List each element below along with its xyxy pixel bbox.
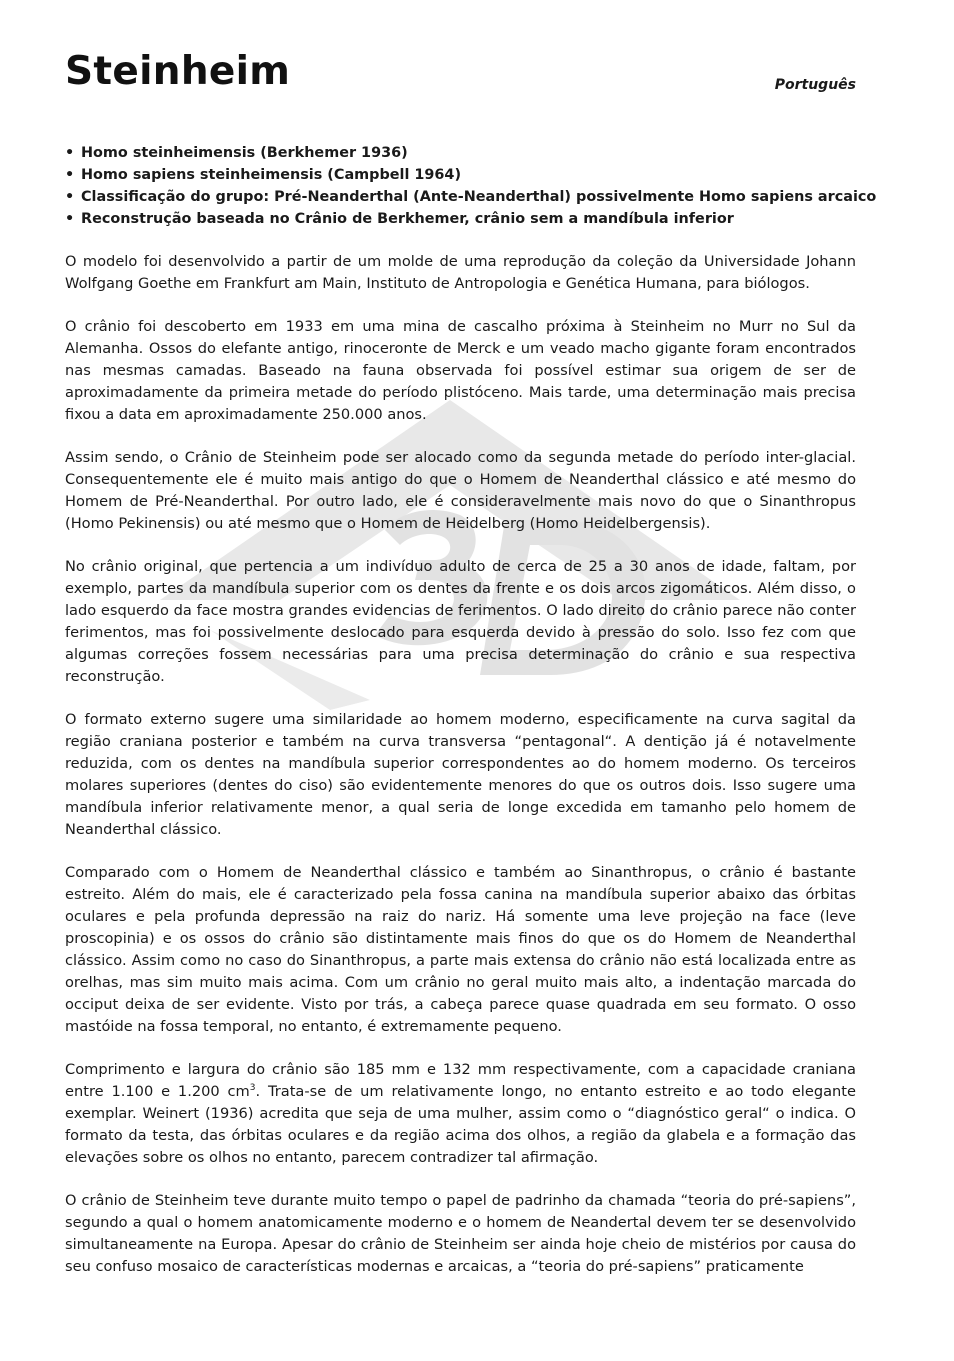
paragraph-external-shape: O formato externo sugere uma similaridade ao homem moderno, especificamente na curva sagital da região craniana posterior e também na curva transversa “pentagonal“. A dentição já é notavelmente reduzida, com os dentes na mandíbula superior correspondentes ao do homem moderno. Os terceiros molares superiores (dentes do ciso) são evidentemente menores do que os outros dois. Isso sugere uma mandíbula inferior relativamente menor, a qual seria de longe excedida em tamanho pelo homem de Neanderthal clássico.	[65, 711, 856, 838]
paragraph-dimensions	[65, 1059, 856, 1169]
paragraph-presapiens-theory: O crânio de Steinheim teve durante muito tempo o papel de padrinho da chamada “teoria do pré-sapiens”, segundo a qual o homem anatomicamente moderno e o homem de Neandertal devem ter se desenvolvido simultaneamente na Europa. Apesar do crânio de Steinheim ser ainda hoje cheio de mistérios por causa do seu confuso mosaico de características modernas e arcaicas, a “teoria do pré-sapiens” praticamente	[65, 1192, 856, 1275]
paragraph-original-skull: No crânio original, que pertencia a um indivíduo adulto de cerca de 25 a 30 anos de idade, faltam, por exemplo, partes da mandíbula superior com os dentes da frente e os dois arcos zigomáticos. Além disso, o lado esquerdo da face mostra grandes evidencias de ferimentos. O lado direito do crânio parece não conter ferimentos, mas foi possivelmente deslocado para esquerda devido à pressão do solo. Isso fez com que algumas correções fossem necessárias para uma precisa determinação do crânio e sua respectiva reconstrução.	[65, 558, 856, 685]
list-item	[65, 164, 856, 186]
list-item-text: Reconstrução baseada no Crânio de Berkhemer, crânio sem a mandíbula inferior	[81, 211, 734, 227]
list-item	[65, 208, 856, 230]
paragraph-model-origin: O modelo foi desenvolvido a partir de um molde de uma reprodução da coleção da Universidade Johann Wolfgang Goethe em Frankfurt am Main, Instituto de Antropologia e Genética Humana, para biólogos.	[65, 253, 856, 292]
list-item	[65, 186, 877, 208]
paragraph-discovery: O crânio foi descoberto em 1933 em uma mina de cascalho próxima à Steinheim no Murr no Sul da Alemanha. Ossos do elefante antigo, rinoceronte de Merck e um veado macho gigante foram encontrados nas mesmas camadas. Baseado na fauna observada foi possível estimar sua origem de ser de aproximadamente da primeira metade do período plistóceno. Mais tarde, uma determinação mais precisa fixou a data em aproximadamente 250.000 anos.	[65, 318, 856, 423]
list-item	[65, 142, 856, 164]
classification-list	[65, 142, 877, 230]
bullet-icon: •	[65, 211, 75, 227]
document-header	[65, 0, 856, 120]
list-item-text: Classificação do grupo: Pré-Neanderthal (Ante-Neanderthal) possivelmente Homo sapiens arcaico	[81, 189, 877, 205]
bullet-icon: •	[65, 189, 75, 205]
dimensions-text-start: Comprimento e largura do crânio são 185 mm e 132 mm respectivamente, com a capacidade craniana entre 1.100 e 1.200 cm	[65, 1061, 856, 1100]
bullet-icon: •	[65, 145, 75, 161]
list-item-text: Homo steinheimensis (Berkhemer 1936)	[81, 145, 408, 161]
paragraph-dating: Assim sendo, o Crânio de Steinheim pode ser alocado como da segunda metade do período inter-glacial. Consequentemente ele é muito mais antigo do que o Homem de Neanderthal clássico e até mesmo do Homem de Pré-Neanderthal. Por outro lado, ele é consideravelmente mais novo do que o Sinanthropus (Homo Pekinensis) ou até mesmo que o Homem de Heidelberg (Homo Heidelbergensis).	[65, 449, 856, 532]
dimensions-text-end: . Trata-se de um relativamente longo, no entanto estreito e ao todo elegante exemplar. Weinert (1936) acredita que seja de uma mulher, assim como o “diagnóstico geral“ o indica. O formato da testa, das órbitas oculares e da região acima dos olhos, a região da glabela e a formação das elevações sobre os olhos no entanto, parecem contradizer tal afirmação.	[65, 1083, 856, 1166]
language-label: Português	[774, 77, 856, 93]
bullet-icon: •	[65, 167, 75, 183]
paragraph-comparison: Comparado com o Homem de Neanderthal clássico e também ao Sinanthropus, o crânio é bastante estreito. Além do mais, ele é caracterizado pela fossa canina na mandíbula superior abaixo das órbitas oculares e pela profunda depressão na raiz do nariz. Há somente uma leve projeção na face (leve proscopinia) e os ossos do crânio são distintamente mais finos do que os do Homem de Neanderthal clássico. Assim como no caso do Sinanthropus, a parte mais extensa do crânio não está localizada entre as orelhas, mas sim muito mais acima. Com um crânio no geral muito mais alto, a indentação marcada do occiput deixa de ser evidente. Visto por trás, a cabeça parece quase quadrada em seu formato. O osso mastóide na fossa temporal, no entanto, é extremamente pequeno.	[65, 864, 856, 1035]
page-title: Steinheim	[65, 49, 291, 94]
superscript-cubic: 3	[249, 1083, 256, 1094]
list-item-text: Homo sapiens steinheimensis (Campbell 1964)	[81, 167, 462, 183]
